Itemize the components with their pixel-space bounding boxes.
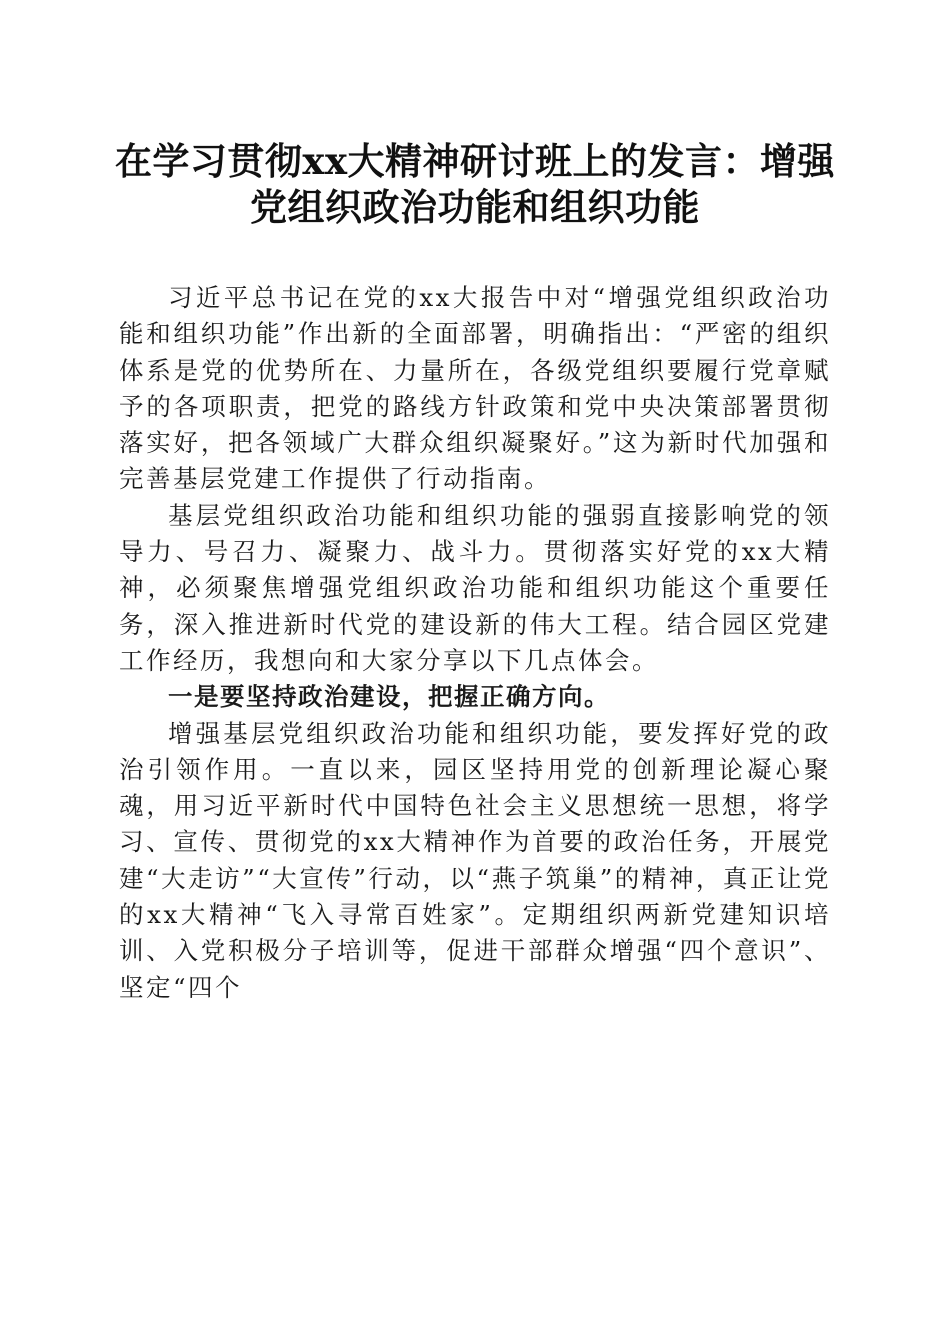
section-heading-political-building: 一是要坚持政治建设，把握正确方向。 <box>168 682 610 712</box>
document-title: 在学习贯彻xx大精神研讨班上的发言：增强党组织政治功能和组织功能 <box>114 139 836 229</box>
paragraph-intro: 习近平总书记在党的xx大报告中对“增强党组织政治功能和组织功能”作出新的全面部署，明确指出：“严密的组织体系是党的优势所在、力量所在，各级党组织要履行党章赋予的各项职责，把党的路线方针政策和党中央决策部署贯彻落实好，把各领域广大群众组织凝聚好。”这为新时代加强和完善基层党建工作提供了行动指南。 <box>119 283 831 494</box>
paragraph-political-guidance: 增强基层党组织政治功能和组织功能，要发挥好党的政治引领作用。一直以来，园区坚持用党的创新理论凝心聚魂，用习近平新时代中国特色社会主义思想统一思想，将学习、宣传、贯彻党的xx大精神作为首要的政治任务，开展党建“大走访”“大宣传”行动，以“燕子筑巢”的精神，真正让党的xx大精神“飞入寻常百姓家”。定期组织两新党建知识培训、入党积极分子培训等，促进干部群众增强“四个意识”、坚定“四个 <box>119 718 831 1002</box>
paragraph-significance: 基层党组织政治功能和组织功能的强弱直接影响党的领导力、号召力、凝聚力、战斗力。贯彻落实好党的xx大精神，必须聚焦增强党组织政治功能和组织功能这个重要任务，深入推进新时代党的建设新的伟大工程。结合园区党建工作经历，我想向和大家分享以下几点体会。 <box>119 500 831 675</box>
document-body <box>119 280 831 1006</box>
